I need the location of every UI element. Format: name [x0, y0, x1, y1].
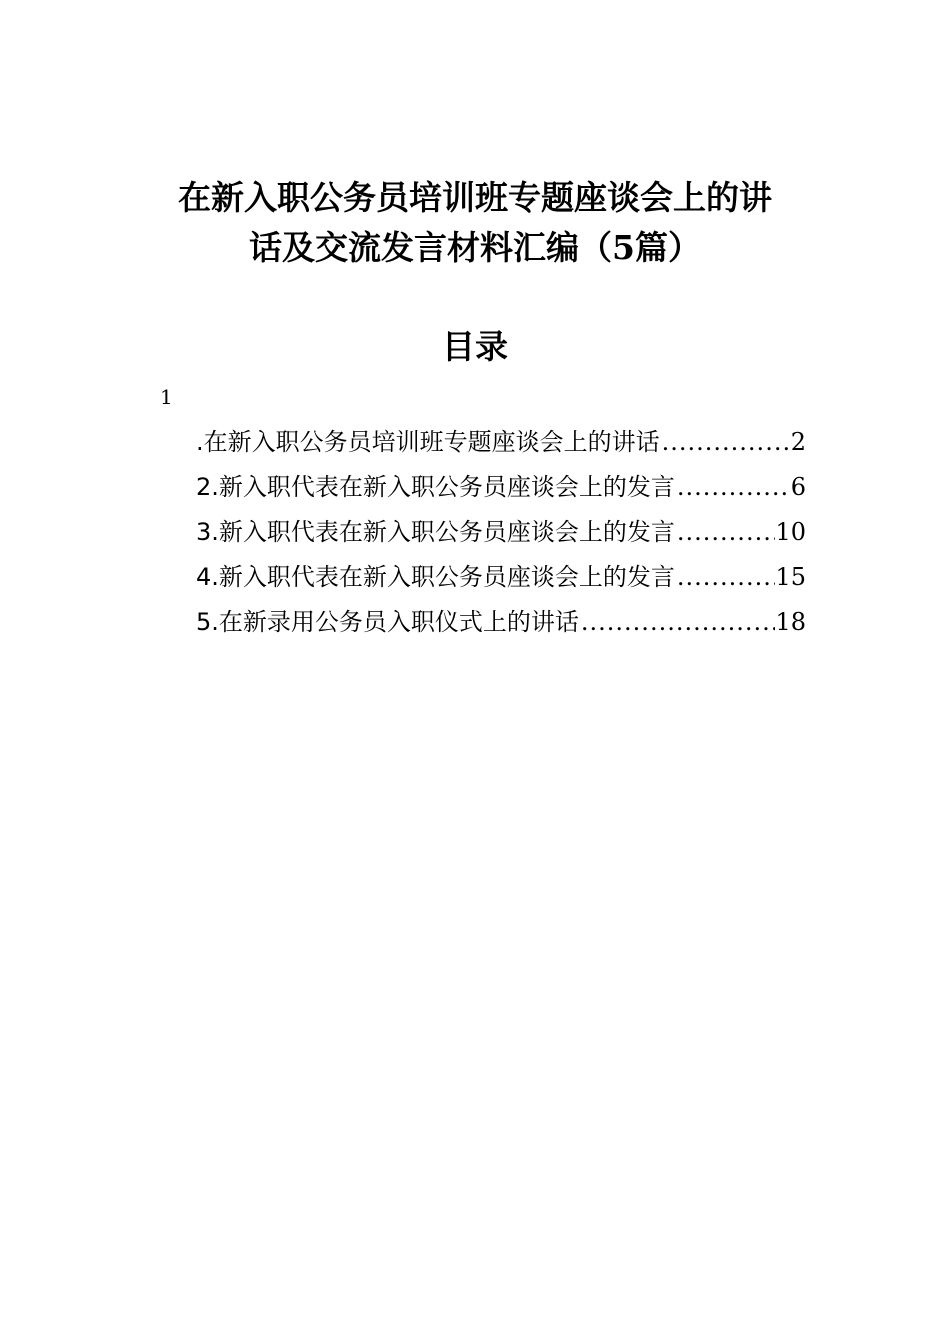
toc-page-number: 6 [790, 473, 806, 501]
toc-page-number: 10 [775, 518, 806, 546]
toc-item-1-number: 1 [160, 385, 173, 409]
toc-entry-5[interactable] [196, 600, 806, 645]
toc-dot-leader [675, 465, 791, 510]
table-of-contents [196, 420, 806, 645]
toc-dot-leader [579, 600, 776, 645]
toc-heading: 目录 [442, 327, 508, 366]
toc-dot-leader [675, 510, 776, 555]
toc-page-number: 15 [775, 563, 806, 591]
toc-page-number: 18 [775, 608, 806, 636]
document-title-line-2: 话及交流发言材料汇编（5篇） [249, 228, 701, 267]
toc-entry-1[interactable] [196, 420, 806, 465]
toc-entry-3[interactable] [196, 510, 806, 555]
toc-page-number: 2 [790, 428, 806, 456]
toc-entry-title: 3.新入职代表在新入职公务员座谈会上的发言 [196, 518, 675, 546]
toc-entry-title: .在新入职公务员培训班专题座谈会上的讲话 [196, 428, 660, 456]
toc-entry-title: 4.新入职代表在新入职公务员座谈会上的发言 [196, 563, 675, 591]
document-title-line-1: 在新入职公务员培训班专题座谈会上的讲 [178, 178, 772, 217]
toc-entry-title: 5.在新录用公务员入职仪式上的讲话 [196, 608, 579, 636]
toc-entry-4[interactable] [196, 555, 806, 600]
toc-dot-leader [660, 420, 791, 465]
toc-entry-title: 2.新入职代表在新入职公务员座谈会上的发言 [196, 473, 675, 501]
toc-entry-2[interactable] [196, 465, 806, 510]
toc-dot-leader [675, 555, 776, 600]
